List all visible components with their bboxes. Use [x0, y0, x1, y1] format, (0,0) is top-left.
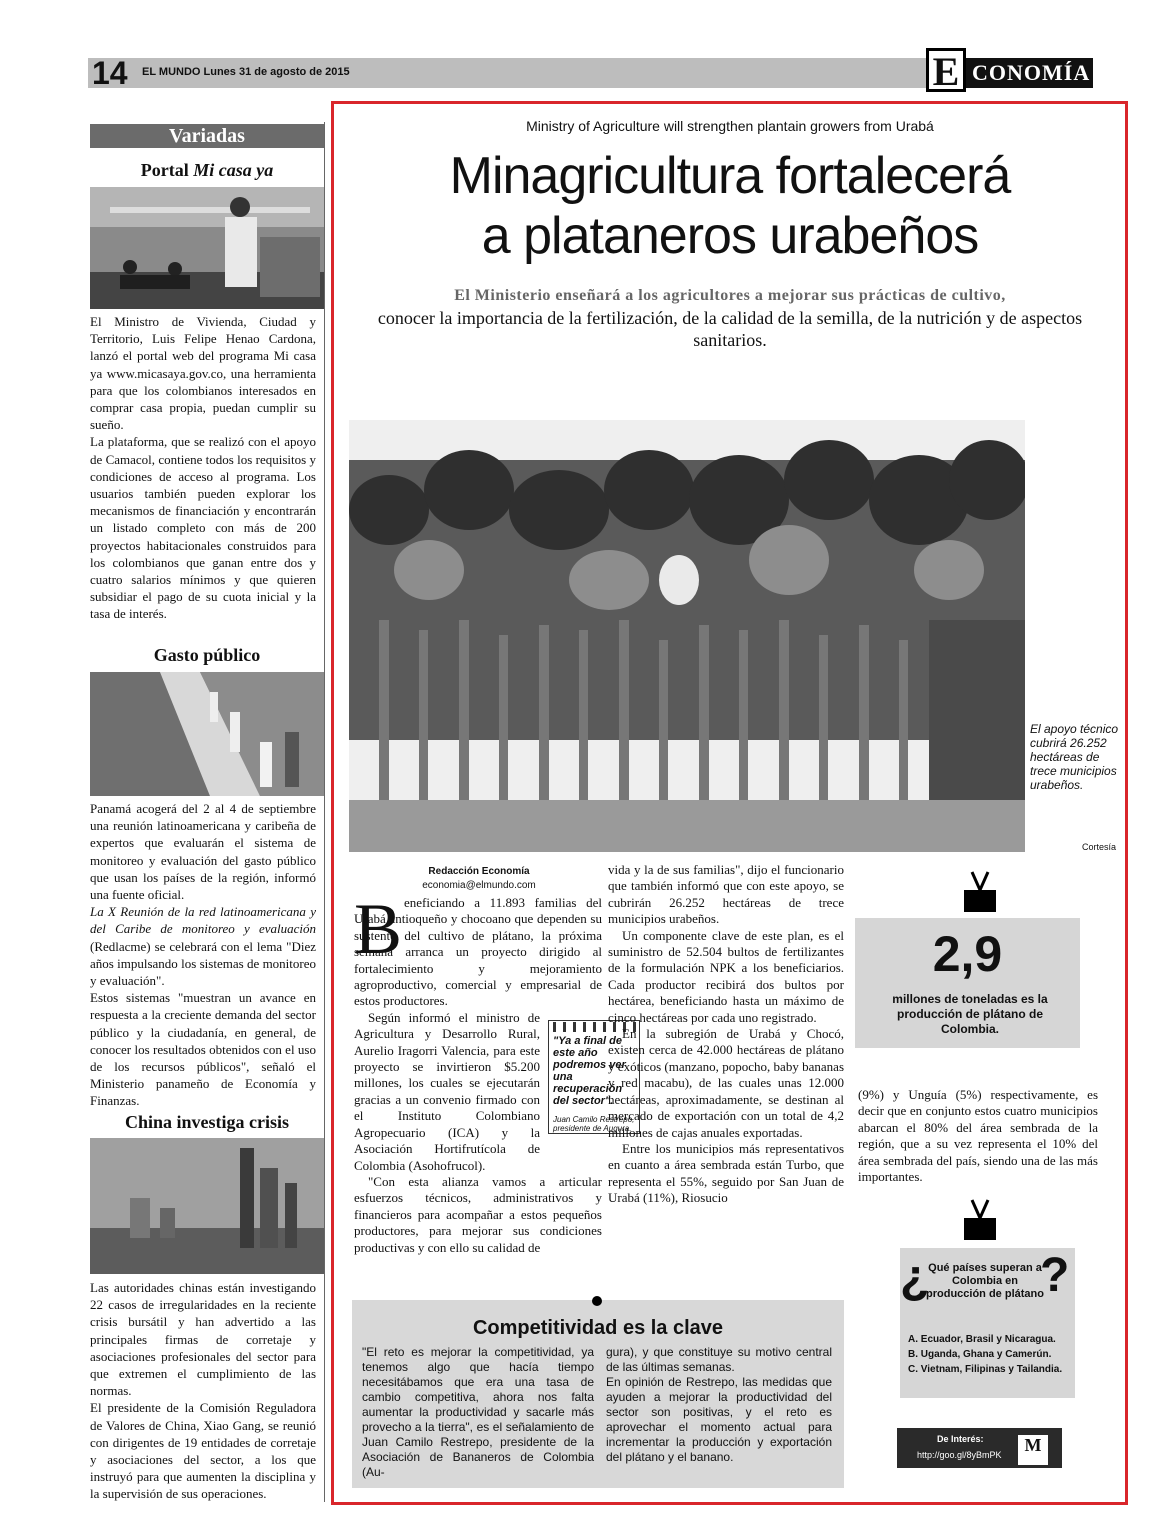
sidebar-text-1 — [90, 313, 316, 623]
photo-caption: El apoyo técnico cubrirá 26.252 hectáreas de trece municipios urabeños. — [1030, 722, 1119, 792]
question-mark-open: ¿ — [900, 1251, 930, 1304]
binder-clip-icon — [962, 870, 998, 914]
answer-item: C. Vietnam, Filipinas y Tailandia. — [908, 1364, 1063, 1375]
section-initial: E — [926, 48, 966, 92]
article-deck-lead: El Ministerio enseñará a los agricultores a mejorar sus prácticas de cultivo, — [454, 287, 1006, 304]
binder-clip-icon — [962, 1198, 998, 1242]
fact-caption: millones de toneladas es la producción de plátano de Colombia. — [892, 992, 1048, 1036]
article-paragraph: En la subregión de Urabá y Chocó, existen cerca de 42.000 hectáreas de plátano y exóticos (manzano, popocho, baby bananas y red macabu), de las cuales unas 12.000 hectáreas, aproximadamente, se destinan al mercado de exportación con un total de 4,2 millones de cajas anuales exportadas. — [608, 1026, 844, 1140]
coast-city-photo — [90, 672, 324, 796]
plantain-field-photo — [349, 420, 1025, 852]
article-paragraph: "Con esta alianza vamos a articular esfuerzos técnicos, administrativos y financieros para acompañar a estos pequeños productores, para mejorar sus condiciones productivas y con ello su calidad de — [354, 1173, 602, 1255]
competitividad-left — [362, 1345, 594, 1480]
sidebar-paragraph: Panamá acogerá del 2 al 4 de septiembre una reunión latinoamericana y caribeña de expertos que evaluarán el sistema de monitoreo y evaluación del gasto público que usan los países de la región, informó una fuente oficial. — [90, 801, 316, 903]
question-mark-close: ? — [1040, 1249, 1070, 1302]
article-column-3 — [858, 1087, 1098, 1185]
article-paragraph: Un componente clave de este plan, es el suministro de 52.504 bultos de fertilizantes de la formulación NPK a los beneficiarios. Cada productor recibirá dos bultos por hectárea, beneficiando hasta un máximo de cinco hectáreas por cada uno registrado. — [608, 927, 844, 1025]
answer-list — [908, 1332, 1078, 1377]
column-divider — [324, 122, 325, 1502]
section-name: CONOMÍA — [966, 58, 1093, 88]
answer-item: B. Uganda, Ghana y Camerún. — [908, 1349, 1052, 1360]
sidebar-label: Variadas — [90, 124, 324, 148]
byline: Redacción Economía — [428, 866, 530, 877]
sidebar-paragraph: El presidente de la Comisión Reguladora de Valores de China, Xiao Gang, se reunió con dirigentes de 19 entidades de corretaje y asociaciones del sector, a los que instruyó para que aumenten la disciplina y la supervisión de sus operaciones. — [90, 1400, 316, 1502]
pin-icon — [592, 1296, 602, 1306]
article-paragraph: Entre los municipios más representativos en cuanto a área sembrada están Turbo, que representa el 55%, seguido por San Juan de Urabá (11%), Riosucio — [608, 1140, 844, 1206]
pull-quote: "Ya a final de este año podremos ver una recuperación del sector". — [553, 1035, 626, 1107]
masthead-info: EL MUNDO Lunes 31 de agosto de 2015 — [142, 66, 350, 78]
article-deck: conocer la importancia de la fertilización, de la calidad de la semilla, de la nutrición y de aspectos sanitarios. — [377, 308, 1083, 350]
competitividad-paragraph: gura), y que constituye su motivo central de las últimas semanas. — [606, 1345, 832, 1374]
article-kicker: Ministry of Agriculture will strengthen plantain growers from Urabá — [526, 118, 934, 134]
byline-email: economia@elmundo.com — [422, 880, 536, 891]
sidebar-paragraph: Estos sistemas "muestran un avance en respuesta a la creciente demanda del sector público y la ciudadanía, en general, de conocer los resultados obtenidos con el uso de los recursos públicos", señaló el Ministerio panameño de Economía y Finanzas. — [90, 990, 316, 1109]
competitividad-right — [606, 1345, 832, 1465]
de-interes-url[interactable]: http://goo.gl/8yBmPK — [917, 1450, 1002, 1460]
competitividad-title: Competitividad es la clave — [472, 1317, 724, 1339]
page-number: 14 — [92, 55, 128, 91]
sidebar-paragraph: El Ministro de Vivienda, Ciudad y Territorio, Luis Felipe Henao Cardona, lanzó el portal web del programa Mi casa ya www.micasaya.gov.co, una herramienta para que los colombianos interesados en comprar casa propia, puedan cumplir su sueño. — [90, 314, 316, 433]
article-column-2 — [608, 862, 844, 1207]
question-title: Qué países superan a Colombia en producción de plátano — [926, 1262, 1044, 1300]
sidebar-paragraph: Las autoridades chinas están investigando 22 casos de irregularidades en la reciente crisis bursátil y han advertido a las principales firmas de corretaje y asociaciones profesionales del sector para que extremen el cumplimiento de las normas. — [90, 1280, 316, 1399]
answer-item: A. Ecuador, Brasil y Nicaragua. — [908, 1334, 1056, 1345]
title-line-1: Minagricultura fortalecerá — [449, 147, 1011, 205]
sidebar-headline-1: Portal Mi casa ya — [140, 160, 274, 180]
sidebar-text-3 — [90, 1279, 316, 1503]
title-line-2: a plataneros urabeños — [481, 207, 979, 265]
sidebar-paragraph: La X Reunión de la red latinoamericana y del Caribe de monitoreo y evaluación (Redlacme) se celebrará con el lema "Diez años impulsando los sistemas de monitoreo y evaluación". — [90, 904, 316, 989]
fact-number: 2,9 — [932, 926, 1003, 982]
sidebar-headline-3: China investiga crisis — [124, 1112, 289, 1132]
article-paragraph: (9%) y Unguía (5%) respectivamente, es decir que en conjunto estos cuatro municipios abarcan el 80% del área sembrada de la región, que a su vez representa el 10% del área sembrada del país, siendo una de las más importantes. — [858, 1087, 1098, 1185]
minister-photo — [90, 187, 324, 309]
sidebar-paragraph: La plataforma, que se realizó con el apoyo de Camacol, contiene todos los requisitos y condiciones de acceso al programa. Los usuarios también pueden explorar los mecanismos de financiación y encontrarán un listado completo con más de 200 proyectos habitacionales construidos para los colombianos que ganan entre dos y cuatro salarios mínimos y que quieren subsidiar el pago de su cuota inicial y la tasa de interés. — [90, 434, 316, 622]
article-paragraph: eneficiando a 11.893 familias del Urabá antioqueño y chocoano que dependen su sustento del cultivo de plátano, la próxima semana arranca un proyecto dirigido al fortalecimiento y mejoramiento agroproductivo, comercial y empresarial de estos productores. — [354, 895, 602, 1009]
drop-cap: B — [354, 889, 403, 969]
photo-credit: Cortesía — [1082, 842, 1117, 852]
competitividad-paragraph: "El reto es mejorar la competitividad, ya tenemos algo que hacía tiempo necesitábamos que era una tasa de cambio competitiva, ahora nos falta aumentar la productividad y sacarle más provecho a la tierra", es el señalamiento de Juan Camilo Restrepo, presidente de la Asociación de Bananeros de Colombia (Au- — [362, 1345, 594, 1479]
de-interes-label: De Interés: — [937, 1434, 984, 1444]
sidebar-headline-2: Gasto público — [153, 645, 261, 665]
competitividad-paragraph: En opinión de Restrepo, las medidas que ayuden a mejorar la productividad del sector son positivas, y el reto es aprovechar el momento actual para incrementar la producción y exportación del plátano y el banano. — [606, 1375, 832, 1464]
article-title — [340, 146, 1120, 266]
article-paragraph: Según informó el ministro de Agricultura y Desarrollo Rural, Aurelio Iragorri Valencia, para este proyecto se invirtieron $5.200 millones, los cuales se ejecutarán gracias a un convenio firmado con el Instituto Colombiano Agropecuario (ICA) y la Asociación Hortifrutícola de Colombia (Asohofrucol). — [354, 1009, 540, 1173]
article-paragraph: vida y la de sus familias", dijo el funcionario que también informó que con este apoyo, se cubrirán 26.252 hectáreas de trece municipios urabeños. — [608, 862, 844, 927]
el-mundo-logo: M — [1018, 1435, 1048, 1465]
china-city-photo — [90, 1138, 324, 1274]
sidebar-text-2 — [90, 800, 316, 1110]
pull-quote-source: Juan Camilo Restrepo, presidente de Augura. — [553, 1115, 635, 1133]
